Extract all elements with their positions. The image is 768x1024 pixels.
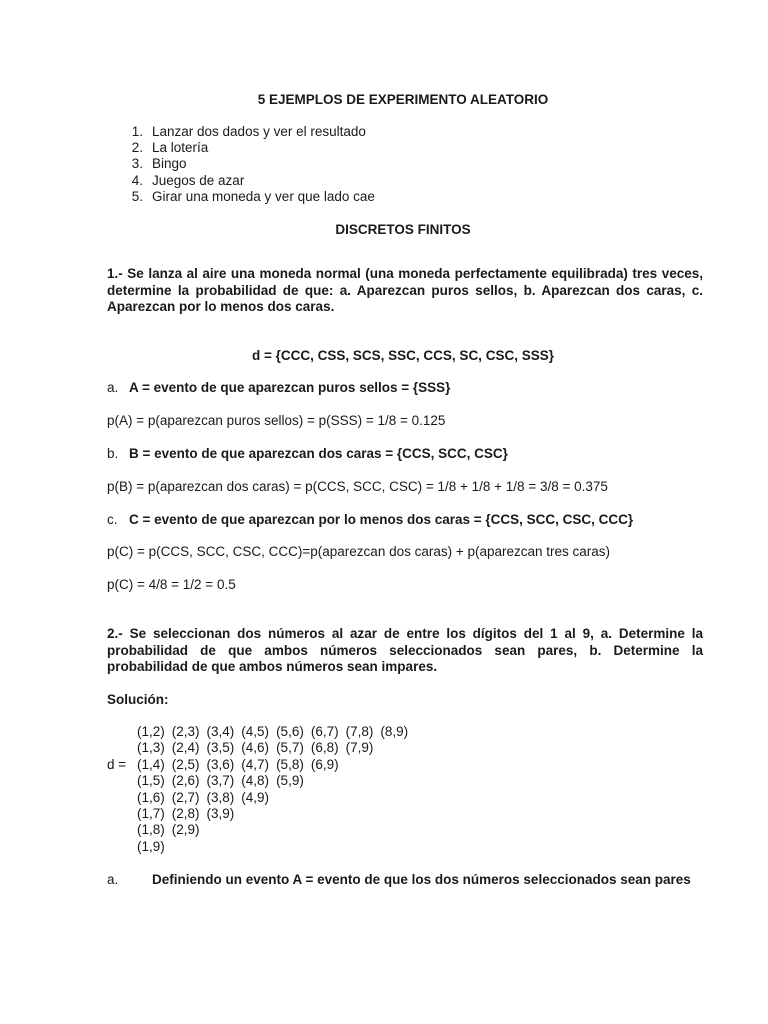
item-letter: c. — [107, 512, 118, 527]
number-pair: (1,7) — [137, 806, 165, 821]
number-pair: (7,9) — [345, 740, 374, 756]
number-pair: (1,2) — [137, 724, 165, 739]
event-c-probability-result: p(C) = 4/8 = 1/2 = 0.5 — [107, 577, 236, 592]
item-letter: a. — [107, 872, 119, 887]
number-pair: (2,8) — [171, 806, 200, 821]
list-number: 5. — [131, 189, 143, 204]
event-b-probability: p(B) = p(aparezcan dos caras) = p(CCS, SCC, CSC) = 1/8 + 1/8 + 1/8 = 3/8 = 0.375 — [107, 479, 608, 494]
item-letter: b. — [107, 446, 119, 461]
event-c-definition: C = evento de que aparezcan por lo menos dos caras = {CCS, SCC, CSC, CCC} — [129, 512, 634, 527]
number-pair: (1,9) — [137, 838, 165, 854]
number-pair: (2,5) — [171, 756, 200, 772]
pair-row — [137, 740, 380, 756]
list-number: 4. — [131, 173, 143, 188]
number-pair: (7,8) — [345, 724, 374, 739]
pair-row — [137, 822, 207, 838]
event-c-probability-expression: p(C) = p(CCS, SCC, CSC, CCC)=p(aparezcan dos caras) + p(aparezcan tres caras) — [107, 544, 611, 559]
section-title: DISCRETOS FINITOS — [335, 222, 471, 237]
list-number: 2. — [131, 140, 143, 155]
problem1-sample-space: d = {CCC, CSS, SCS, SSC, CCS, SC, CSC, SSS} — [252, 348, 554, 363]
number-pair: (2,7) — [171, 789, 200, 805]
list-number: 1. — [131, 124, 143, 139]
number-pair: (2,4) — [171, 740, 200, 756]
list-item: La lotería — [152, 140, 209, 155]
pair-row — [137, 773, 311, 789]
number-pair: (1,4) — [137, 756, 165, 772]
pair-row — [137, 757, 346, 773]
list-number: 3. — [131, 156, 143, 171]
number-pair: (2,3) — [171, 724, 200, 739]
pair-row — [137, 806, 241, 822]
number-pair: (4,7) — [241, 756, 270, 772]
pair-row — [137, 724, 415, 740]
event-b-definition: B = evento de que aparezcan dos caras = {CCS, SCC, CSC} — [129, 446, 508, 461]
number-pair: (4,8) — [241, 773, 270, 789]
problem2-statement: 2.- Se seleccionan dos números al azar de entre los dígitos del 1 al 9, a. Determine la probabilidad de que ambos números seleccionados sean pares, b. Determine la probabilidad de que ambos números sean impares. — [107, 626, 703, 674]
number-pair: (6,7) — [310, 724, 339, 739]
number-pair: (3,6) — [206, 756, 235, 772]
number-pair: (1,8) — [137, 822, 165, 838]
number-pair: (5,7) — [276, 740, 304, 756]
number-pair: (2,9) — [171, 822, 200, 838]
number-pair: (4,9) — [241, 789, 270, 805]
number-pair: (6,9) — [310, 756, 339, 772]
problem1-statement: 1.- Se lanza al aire una moneda normal (una moneda perfectamente equilibrada) tres veces, determine la probabilidad de que: a. Aparezcan puros sellos, b. Aparezcan dos caras, c. Aparezcan por lo menos dos caras. — [107, 266, 703, 314]
number-pair: (8,9) — [380, 724, 409, 739]
pair-row — [137, 839, 172, 855]
list-item: Lanzar dos dados y ver el resultado — [152, 124, 366, 139]
number-pair: (3,7) — [206, 773, 235, 789]
number-pair: (3,8) — [206, 789, 235, 805]
event-a-definition: A = evento de que aparezcan puros sellos = {SSS} — [129, 380, 451, 395]
number-pair: (5,8) — [276, 756, 304, 772]
number-pair: (1,3) — [137, 740, 165, 756]
number-pair: (1,5) — [137, 773, 165, 789]
list-item: Juegos de azar — [152, 173, 245, 188]
sample-space-label: d = — [107, 757, 127, 772]
number-pair: (3,9) — [206, 806, 235, 821]
number-pair: (4,5) — [241, 724, 270, 739]
pair-row — [137, 790, 276, 806]
number-pair: (2,6) — [171, 773, 200, 789]
number-pair: (5,9) — [276, 773, 304, 789]
number-pair: (3,5) — [206, 740, 235, 756]
list-item: Bingo — [152, 156, 187, 171]
page-title: 5 EJEMPLOS DE EXPERIMENTO ALEATORIO — [257, 92, 549, 107]
item-letter: a. — [107, 380, 119, 395]
number-pair: (3,4) — [206, 724, 235, 739]
number-pair: (5,6) — [276, 724, 304, 739]
list-item: Girar una moneda y ver que lado cae — [152, 189, 375, 204]
event-a-probability: p(A) = p(aparezcan puros sellos) = p(SSS) = 1/8 = 0.125 — [107, 413, 446, 428]
number-pair: (6,8) — [310, 740, 339, 756]
problem2-event-a-definition: Definiendo un evento A = evento de que los dos números seleccionados sean pares — [152, 872, 691, 887]
solution-label: Solución: — [107, 692, 169, 707]
number-pair: (1,6) — [137, 789, 165, 805]
number-pair: (4,6) — [241, 740, 270, 756]
